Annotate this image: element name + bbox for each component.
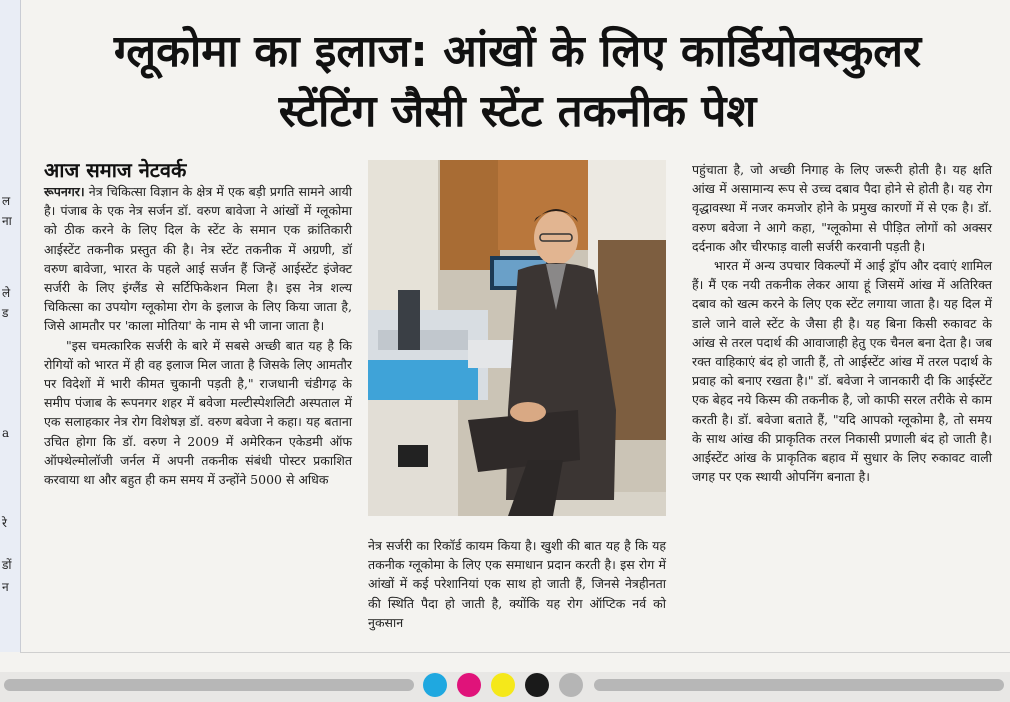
paragraph: नेत्र सर्जरी का रिकॉर्ड कायम किया है। खुशी की बात यह है कि यह तकनीक ग्लूकोमा के लिए एक समाधान प्रदान करती है। इस रोग में आंखों में कई परेशानियां एक साथ हो जाती हैं, जिनसे नेत्रहीनता की स्थिति पैदा हो जाती है, क्योंकि यह रोग ऑप्टिक नर्व को नुकसान xyxy=(368,538,666,630)
black-registration-dot xyxy=(525,673,549,697)
registration-bar-left xyxy=(4,679,414,691)
gray-registration-dot xyxy=(559,673,583,697)
margin-fragment: ले xyxy=(2,286,11,300)
dateline: रूपनगर। xyxy=(44,184,85,199)
margin-fragment: ना xyxy=(2,214,12,228)
headline-line-2: स्टेंटिंग जैसी स्टेंट तकनीक पेश xyxy=(278,86,757,137)
article-column-2 xyxy=(368,536,666,632)
margin-fragment: ड xyxy=(2,306,9,320)
yellow-registration-dot xyxy=(491,673,515,697)
registration-bar-right xyxy=(594,679,1004,691)
doctor-photo xyxy=(368,160,666,516)
margin-fragment: रे xyxy=(2,516,7,530)
paragraph: पहुंचाता है, जो अच्छी निगाह के लिए जरूरी होती है। यह क्षति आंख में असामान्य रूप से उच्च दबाव पैदा होने से होती है। यह रोग वृद्धावस्था में नजर कमजोर होने के प्रमुख कारणों में से एक है। डॉ. वरुण बवेजा ने आगे कहा, "ग्लूकोमा से पीड़ित लोगों को अक्सर दर्दनाक और चीरफाड़ वाली सर्जरी करवानी पड़ती है। xyxy=(692,162,992,254)
byline: आज समाज नेटवर्क xyxy=(44,158,187,182)
margin-fragment: न xyxy=(2,580,9,594)
page-divider xyxy=(20,652,1010,653)
adjacent-article-strip xyxy=(0,0,21,652)
article-column-3 xyxy=(692,160,992,486)
magenta-registration-dot xyxy=(457,673,481,697)
article-column-1 xyxy=(44,182,352,489)
headline-line-1: ग्लूकोमा का इलाज: आंखों के लिए कार्डियोवस्कुलर xyxy=(113,26,922,77)
paragraph: भारत में अन्य उपचार विकल्पों में आई ड्रॉप और दवाएं शामिल हैं। मैं एक नयी तकनीक लेकर आया हूं जिसमें आंख में अतिरिक्त दबाव को खत्म करने के लिए एक स्टेंट लगाया जाता है। यह दिल में डाले जाने वाले स्टेंट के जैसा ही है। यह बिना किसी रुकावट के आंख से तरल पदार्थ की आवाजाही हेतु एक चैनल बना देता है। जब रक्त वाहिकाएं बंद हो जाती हैं, तो आईस्टेंट आंख में तरल पदार्थ के प्रवाह को बनाए रखता है।" डॉ. बवेजा ने जानकारी दी कि आईस्टेंट एक बेहद नये किस्म की तकनीक है, जो काफी सरल तरीके से काम करती है। डॉ. बवेजा बताते हैं, "यदि आपको ग्लूकोमा है, तो समय के साथ आंख की प्राकृतिक तरल निकासी प्रणाली बंद हो जाती है। आईस्टेंट आंख के प्राकृतिक बहाव में सुधार के लिए रुकावट वाली जगह पर एक स्थायी ओपनिंग बनाता है। xyxy=(692,258,992,485)
paragraph: "इस चमत्कारिक सर्जरी के बारे में सबसे अच्छी बात यह है कि रोगियों को भारत में ही वह इलाज मिल जाता है जिसके लिए आमतौर पर विदेशों में भारी कीमत चुकानी पड़ती है," राजधानी चंडीगढ़ के समीप पंजाब के रूपनगर शहर में बवेजा मल्टीस्पेशलिटी अस्पताल में एक सलाहकार नेत्र रोग विशेषज्ञ डॉ. वरुण बवेजा ने कहा। यह बताना उचित होगा कि डॉ. वरुण ने 2009 में अमेरिकन एकेडमी ऑफ ऑफ्थेल्मोलॉजी जर्नल में अपनी तकनीक संबंधी पोस्टर प्रकाशित करवाया था और बहुत ही कम समय में उन्होंने 5000 से अधिक xyxy=(44,337,352,488)
margin-fragment: a xyxy=(2,426,10,440)
paragraph-text: नेत्र चिकित्सा विज्ञान के क्षेत्र में एक बड़ी प्रगति सामने आयी है। पंजाब के एक नेत्र सर्जन डॉ. वरुण बावेजा ने आंखों में ग्लूकोमा को ठीक करने के लिए दिल के स्टेंट के समान एक क्रांतिकारी आईस्टेंट तकनीक प्रस्तुत की है। नेत्र स्टेंट तकनीक में अग्रणी, डॉ वरुण बावेजा, भारत के पहले आई सर्जन हैं जिन्हें आईस्टेंट इंजेक्ट सर्जरी के लिए इंग्लैंड से सर्टिफिकेशन मिला है। इस नेत्र शल्य चिकित्सा का उपयोग ग्लूकोमा रोग के इलाज के लिए किया जाता है, जिसे आमतौर पर 'काला मोतिया' के नाम से भी जाना जाता है। xyxy=(44,184,352,334)
doctor-photo-illustration xyxy=(368,160,666,516)
margin-fragment: ल xyxy=(2,194,11,208)
margin-fragment: डों xyxy=(2,558,12,572)
paragraph xyxy=(44,182,352,336)
cyan-registration-dot xyxy=(423,673,447,697)
